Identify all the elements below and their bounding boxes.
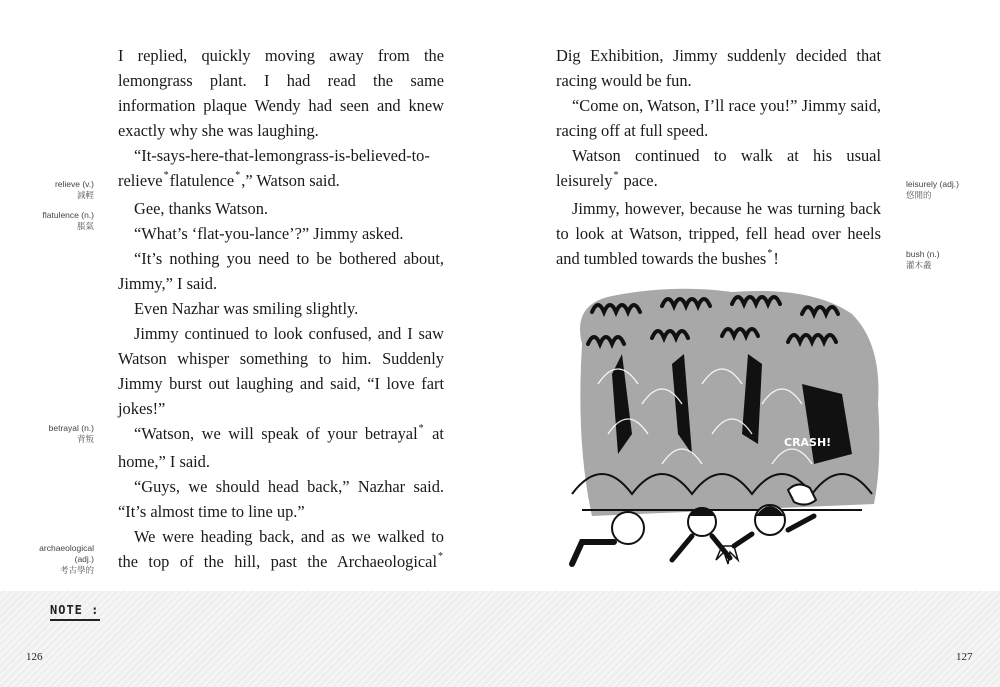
text-span: Jimmy, however, because he was turning back to look at Watson, tripped, fell head over heels and tumbled towards the bushes [556, 199, 881, 268]
text-span: at home,” I said. [118, 424, 444, 471]
crash-sound-effect: CRASH! [784, 436, 832, 449]
glossary-chinese: 背叛 [76, 434, 94, 444]
glossary-entry-bush [906, 249, 986, 271]
note-label: NOTE : [50, 603, 100, 617]
paragraph: Jimmy continued to look confused, and I saw Watson whisper something to him. Suddenly Jimmy burst out laughing and said, “I love fart jokes!” [118, 324, 444, 418]
glossary-marker: * [438, 551, 443, 562]
paragraph [118, 421, 444, 474]
paragraph [118, 524, 444, 577]
glossary-marker: * [418, 423, 424, 434]
text-span: Watson continued to walk at his usual leisurely [556, 146, 881, 190]
bush-crash-illustration [552, 284, 886, 584]
text-span: flatulence [169, 171, 235, 190]
glossary-entry-betrayal [30, 423, 94, 445]
glossary-entry-relieve [30, 179, 94, 201]
paragraph: I replied, quickly moving away from the lemongrass plant. I had read the same information plaque Wendy had seen and knew exactly why she was laughing. [118, 46, 444, 140]
paragraph: Even Nazhar was smiling slightly. [134, 299, 359, 318]
page-number-right: 127 [956, 651, 973, 663]
paragraph: “Guys, we should head back,” Nazhar said. “It’s almost time to line up.” [118, 477, 444, 521]
glossary-term: flatulence (n.) [42, 210, 94, 220]
paragraph: “What’s ‘flat-you-lance’?” Jimmy asked. [134, 224, 404, 243]
note-underline [50, 619, 100, 621]
left-page-text [118, 43, 444, 577]
right-page-text [556, 43, 881, 274]
glossary-entry-archaeological [30, 543, 94, 576]
glossary-entry-flatulence [20, 210, 94, 232]
glossary-chinese: 減輕 [76, 190, 94, 200]
glossary-term: bush (n.) [906, 249, 940, 259]
glossary-chinese: 灌木叢 [906, 260, 932, 270]
glossary-marker: * [235, 170, 241, 181]
glossary-entry-leisurely [906, 179, 986, 201]
page-number-left: 126 [26, 651, 43, 663]
glossary-term: leisurely (adj.) [906, 179, 959, 189]
glossary-marker: * [613, 170, 619, 181]
paragraph: “It’s nothing you need to be bothered about, Jimmy,” I said. [118, 249, 444, 293]
paragraph [556, 143, 881, 196]
text-span: pace. [619, 171, 658, 190]
paragraph: Dig Exhibition, Jimmy suddenly decided that racing would be fun. [556, 46, 881, 90]
glossary-term: archaeological (adj.) [39, 543, 94, 564]
paragraph [556, 196, 881, 274]
glossary-marker: * [767, 248, 773, 259]
text-span: ,” Watson said. [241, 171, 340, 190]
paragraph: Gee, thanks Watson. [134, 199, 269, 218]
text-span: ! [773, 249, 779, 268]
glossary-term: relieve (v.) [54, 179, 94, 189]
glossary-chinese: 悠閒的 [906, 190, 932, 200]
glossary-marker: * [163, 170, 169, 181]
glossary-chinese: 脹氣 [76, 221, 94, 231]
text-span: “Watson, we will speak of your betrayal [134, 424, 418, 443]
text-span: “It-says-here-that-lemongrass-is-believed-to-relieve [118, 146, 430, 190]
glossary-chinese: 考古學的 [59, 565, 94, 575]
text-span: We were heading back, and as we walked to the top of the hill, past the Archaeological [118, 527, 444, 571]
paragraph: “Come on, Watson, I’ll race you!” Jimmy said, racing off at full speed. [556, 96, 881, 140]
paragraph [118, 143, 444, 196]
note-area [0, 591, 1000, 687]
glossary-term: betrayal (n.) [48, 423, 94, 433]
